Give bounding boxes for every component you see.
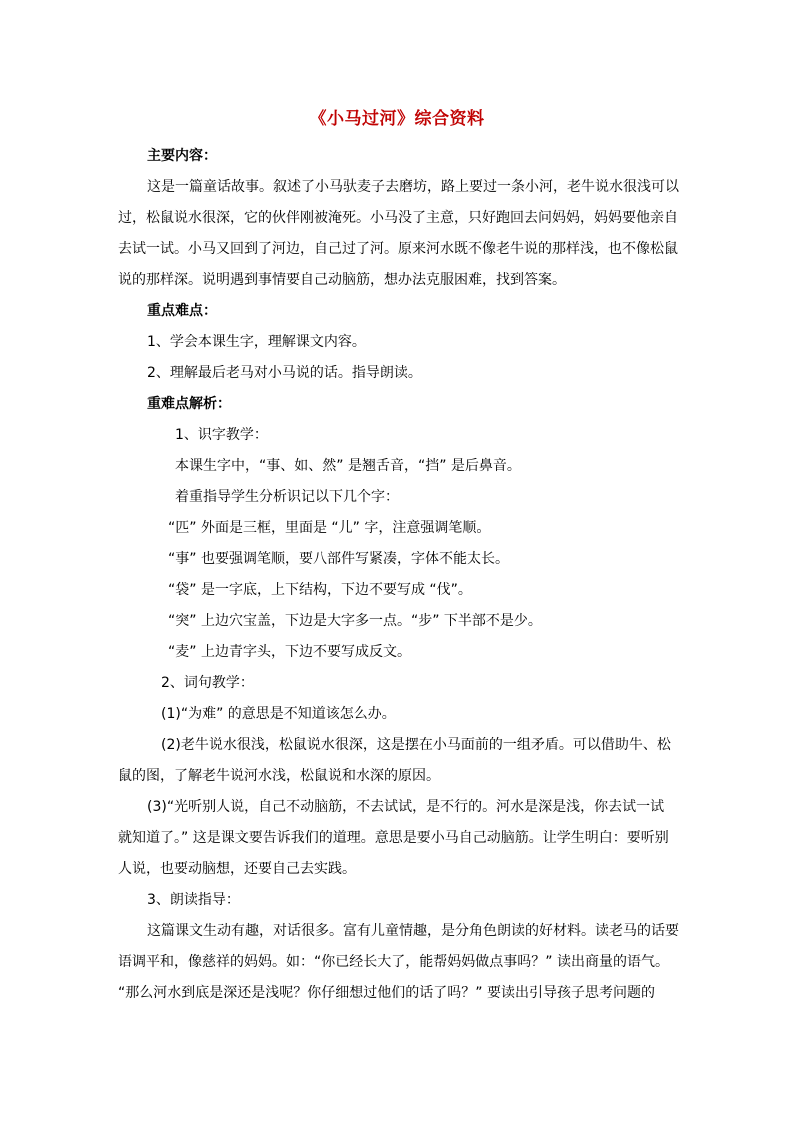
analysis-line-16: 3、朗读指导：: [147, 892, 240, 908]
main-content-line-4: 说的那样深。说明遇到事情要自己动脑筋，想办法克服困难，找到答案。: [118, 272, 566, 288]
analysis-line-18: 语调平和，像慈祥的妈妈。如：“你已经长大了，能帮妈妈做点事吗？” 读出商量的语气。: [118, 954, 669, 970]
main-content-heading: 主要内容：: [147, 148, 217, 164]
analysis-line-12: 鼠的图，了解老牛说河水浅，松鼠说和水深的原因。: [118, 768, 440, 784]
analysis-line-8: “麦” 上边青字头，下边不要写成反文。: [168, 644, 411, 660]
key-point-1: 1、学会本课生字，理解课文内容。: [147, 334, 366, 350]
analysis-line-9: 2、词句教学：: [161, 675, 254, 691]
analysis-line-10: (1)“为难” 的意思是不知道该怎么办。: [161, 706, 396, 722]
analysis-line-11: (2)老牛说水很浅，松鼠说水很深，这是摆在小马面前的一组矛盾。可以借助牛、松: [161, 737, 671, 753]
key-points-heading: 重点难点：: [147, 303, 217, 319]
analysis-line-13: (3)“光听别人说，自己不动脑筋，不去试试，是不行的。河水是深是浅，你去试一试: [147, 799, 665, 815]
analysis-line-19: “那么河水到底是深还是浅呢？你仔细想过他们的话了吗？” 要读出引导孩子思考问题的: [118, 985, 655, 1001]
analysis-heading: 重难点解析：: [147, 396, 231, 412]
analysis-line-4: “匹” 外面是三框，里面是 “儿” 字，注意强调笔顺。: [168, 520, 491, 536]
analysis-line-15: 人说，也要动脑想，还要自己去实践。: [118, 861, 356, 877]
analysis-line-1: 1、识字教学：: [175, 427, 268, 443]
analysis-line-2: 本课生字中，“事、如、然” 是翘舌音，“挡” 是后鼻音。: [175, 458, 521, 474]
main-content-line-1: 这是一篇童话故事。叙述了小马驮麦子去磨坊，路上要过一条小河，老牛说水很浅可以: [147, 179, 679, 195]
key-point-2: 2、理解最后老马对小马说的话。指导朗读。: [147, 365, 422, 381]
document-title: 《小马过河》综合资料: [309, 109, 485, 129]
analysis-line-17: 这篇课文生动有趣，对话很多。富有儿童情趣，是分角色朗读的好材料。读老马的话要: [147, 923, 679, 939]
analysis-line-14: 就知道了。” 这是课文要告诉我们的道理。意思是要小马自己动脑筋。让学生明白：要听别: [118, 830, 669, 846]
analysis-line-6: “袋” 是一字底，上下结构，下边不要写成 “伐”。: [168, 582, 472, 598]
main-content-line-2: 过，松鼠说水很深，它的伙伴刚被淹死。小马没了主意，只好跑回去问妈妈，妈妈要他亲自: [118, 210, 678, 226]
main-content-line-3: 去试一试。小马又回到了河边，自己过了河。原来河水既不像老牛说的那样浅，也不像松鼠: [118, 241, 678, 257]
analysis-line-5: “事” 也要强调笔顺，要八部件写紧凑，字体不能太长。: [168, 551, 509, 567]
analysis-line-3: 着重指导学生分析识记以下几个字：: [175, 489, 399, 505]
analysis-line-7: “突” 上边穴宝盖，下边是大字多一点。“步” 下半部不是少。: [168, 613, 542, 629]
